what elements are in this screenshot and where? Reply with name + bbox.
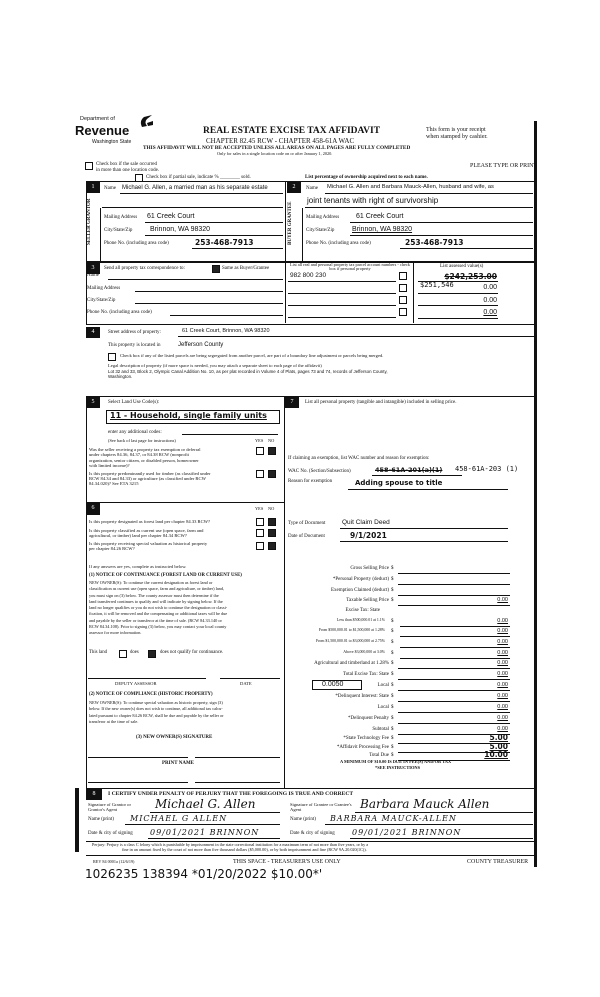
dollar-sign: $ <box>391 629 394 634</box>
logo-state: Washington State <box>92 139 132 145</box>
partial-sale-label: Check box if partial sale, indicate % ________ sold. <box>146 175 251 180</box>
grantor-name[interactable]: MICHAEL G ALLEN <box>130 814 228 823</box>
seller-city-label: City/State/Zip <box>104 228 133 233</box>
current-use-question: Is this property classified as current use (open space, farm and agricultural, or timber) land per chapter 84.34 RCW? <box>89 528 204 538</box>
corr-name-label: Name <box>87 273 99 278</box>
minimum-note: A MINIMUM OF $10.00 IS DUE IN FEE(S) AND/OR TAX <box>340 759 452 764</box>
tax-row-value[interactable]: 0.00 <box>497 597 508 603</box>
tax-row-label: Taxable Selling Price <box>346 598 389 603</box>
document-date[interactable]: 9/1/2021 <box>350 531 387 540</box>
yes-header-6: YES <box>255 506 264 511</box>
dollar-sign: $ <box>391 588 394 593</box>
grantor-name-label: Name (print) <box>88 817 114 822</box>
assessed-value-3[interactable]: 0.00 <box>483 297 497 304</box>
seller-name-label: Name <box>104 186 116 191</box>
grantor-date-label: Date & city of signing <box>88 831 133 836</box>
notice2-title: (2) NOTICE OF COMPLIANCE (HISTORIC PROPERTY) <box>89 692 213 697</box>
revenue-logo-icon <box>138 113 154 129</box>
value-line <box>400 636 510 637</box>
does-label: does <box>130 650 139 655</box>
grantee-date-label: Date & city of signing <box>290 831 335 836</box>
tax-row-value[interactable]: 0.00 <box>497 726 508 732</box>
multi-location-label: Check box if the sale occurred <box>96 162 157 167</box>
dollar-sign: $ <box>391 705 394 710</box>
seller-city[interactable]: Brinnon, WA 98320 <box>150 226 211 233</box>
value-line <box>398 690 510 691</box>
doc-type-label: Type of Document <box>288 521 326 526</box>
dollar-sign: $ <box>391 661 394 666</box>
seller-exemption-question: Was the seller receiving a property tax exemption or deferral under chapters 84.36, 84.37, or 84.38 RCW (nonprofit organization, senior citizen, or disabled person, homeowner with limited income)? <box>89 447 201 468</box>
street-label: Street address of property: <box>108 330 161 335</box>
buyer-side-label: BUYER GRANTEE <box>288 201 293 245</box>
reason-label: Reason for exemption <box>288 479 333 484</box>
tax-row-value[interactable]: 0.00 <box>497 715 508 721</box>
grantee-signature-label: Signature of Grantee or Grantee's Agent <box>290 802 352 812</box>
assessed-value-handwritten[interactable]: $251,546 <box>420 281 454 289</box>
tax-row-value[interactable]: 0.00 <box>497 618 508 624</box>
current-use-no[interactable] <box>268 529 276 537</box>
tax-row-label: Above $3,000,000 at 3.0% <box>343 650 385 654</box>
perjury-note-2: fine in an amount fixed by the court of not more than five thousand dollars ($5,000.00), or by both imprisonment and fine (RCW 9A.20.020(1C)). <box>122 847 367 852</box>
tax-row-label: Local <box>377 683 389 688</box>
form-only-for: Only for sales in a single location code on or after January 1, 2020. <box>217 151 333 156</box>
tax-row-value[interactable]: 0.00 <box>497 682 508 688</box>
value-line <box>398 723 510 724</box>
forest-question: Is this property designated as forest land per chapter 84.33 RCW? <box>89 519 211 524</box>
notice2-text: NEW OWNER(S): To continue special valuation as historic property, sign (3) below. If the new owner(s) does not wish to continue, all additional tax calcu- lated pursuant to chapter 84.26 RCW, shall be due and payable by the seller or transferor at the time of sale. <box>89 700 224 724</box>
dollar-sign: $ <box>391 727 394 732</box>
same-as-buyer-label: Same as Buyer/Grantee <box>222 266 270 271</box>
left-border <box>75 788 79 852</box>
grantee-name[interactable]: BARBARA MAUCK-ALLEN <box>330 814 457 823</box>
buyer-city-label: City/State/Zip <box>306 228 335 233</box>
tax-row-label: Exemption Claimed (deduct) <box>330 588 389 593</box>
corr-city-label: City/State/Zip <box>87 298 116 303</box>
dollar-sign: $ <box>391 683 394 688</box>
form-revision: REV 84 0001a (12/6/19) <box>93 859 135 864</box>
exemption-reason[interactable]: Adding spouse to title <box>355 479 443 487</box>
tax-row-value[interactable]: 10.00 <box>484 750 508 759</box>
value-line <box>398 584 510 585</box>
tax-row-label: Local <box>377 705 389 710</box>
grantor-signature-label: Signature of Grantor or Grantor's Agent <box>88 802 131 812</box>
tax-row-value[interactable]: 0.00 <box>497 650 508 656</box>
tax-row-label: Total Due <box>369 753 389 758</box>
value-line <box>400 658 510 659</box>
logo-revenue: Revenue <box>75 123 130 138</box>
dollar-sign: $ <box>391 577 394 582</box>
assessed-value-4[interactable]: 0.00 <box>483 309 497 316</box>
grantee-signature[interactable]: Barbara Mauck Allen <box>360 797 490 811</box>
buyer-name-2[interactable]: joint tenants with right of survivorship <box>307 196 439 205</box>
multi-location-checkbox[interactable] <box>85 162 93 170</box>
section-2-number: 2 <box>287 182 301 193</box>
section-3-number: 3 <box>86 263 100 274</box>
personal-property-checkbox-4[interactable] <box>399 308 407 316</box>
tax-row-value[interactable]: 0.00 <box>497 693 508 699</box>
personal-property-checkbox-2[interactable] <box>399 284 407 292</box>
historical-yes[interactable] <box>256 542 264 550</box>
tax-row-label: *State Technology Fee <box>343 736 389 741</box>
if-yes-note: If any answers are yes, complete as instructed below. <box>89 564 187 569</box>
logo-dept: Department of <box>80 116 115 122</box>
no-header: NO <box>268 438 275 443</box>
buyer-mailing[interactable]: 61 Creek Court <box>356 213 404 220</box>
tax-row-label: From $500,000.01 to $1,500,000 at 1.28% <box>318 628 385 632</box>
parcel-header: List all real and personal property tax parcel account numbers - check box if personal property <box>290 262 410 272</box>
please-type: PLEASE TYPE OR PRINT <box>470 163 538 169</box>
value-line <box>398 712 510 713</box>
timber-yes[interactable] <box>256 470 264 478</box>
tax-row-label: From $1,500,000.01 to $3,000,000 at 2.75% <box>315 639 385 643</box>
certify-statement: I CERTIFY UNDER PENALTY OF PERJURY THAT THE FOREGOING IS TRUE AND CORRECT <box>108 791 354 797</box>
yes-header: YES <box>255 438 264 443</box>
assessed-value-1[interactable]: $242,253.00 <box>444 272 497 281</box>
local-rate: 0.0050 <box>322 681 344 688</box>
seller-phone-label: Phone No. (including area code) <box>104 241 169 246</box>
section-1-number: 1 <box>86 182 100 193</box>
section-5-number: 5 <box>86 397 100 408</box>
tax-row-label: Gross Selling Price <box>350 566 389 571</box>
value-line <box>398 573 510 574</box>
buyer-city[interactable]: Brinnon, WA 98320 <box>352 226 413 233</box>
assessed-value-2[interactable]: 0.00 <box>483 284 497 291</box>
tax-row-value[interactable]: 0.00 <box>497 704 508 710</box>
current-use-yes[interactable] <box>256 529 264 537</box>
timber-question: Is this property predominantly used for timber (as classified under RCW 84.34 and 84.33) or agriculture (as classified under RCW 84.34.020)? See ETA 3215 <box>89 471 211 486</box>
does-not-label: does not qualify for continuance. <box>160 650 224 655</box>
new-owner-signature-label: (3) NEW OWNER(S) SIGNATURE <box>136 735 213 740</box>
legal-description[interactable]: Lot 32 and 33, Block 2, Olympic Canal Addition No. 10, as per plat recorded in Volume 4 of Plats, pages 73 and 74, records of Jefferson County, <box>108 369 388 374</box>
segregated-label: Check box if any of the listed parcels are being segregated from another parcel, are part of a boundary line adjustment or parcels being merged. <box>120 353 384 358</box>
no-header-6: NO <box>268 506 275 511</box>
receipt-note: This form is your receipt <box>426 127 486 133</box>
grantee-name-label: Name (print) <box>290 817 316 822</box>
forest-yes[interactable] <box>256 518 264 526</box>
assessed-value-header: List assessed value(s) <box>440 264 484 269</box>
wac-struck[interactable]: 458-61A-201(a)(1) <box>375 466 443 474</box>
personal-property-checkbox-1[interactable] <box>399 272 407 280</box>
this-land-label: This land <box>89 650 107 655</box>
deputy-date-label: DATE <box>240 681 252 686</box>
historical-no[interactable] <box>268 542 276 550</box>
tax-row-label: Subtotal <box>372 727 389 732</box>
dollar-sign: $ <box>391 716 394 721</box>
notice1-title: (1) NOTICE OF CONTINUANCE (FOREST LAND OR CURRENT USE) <box>89 573 242 578</box>
tax-row-label: *Affidavit Processing Fee <box>336 745 389 750</box>
forest-no[interactable] <box>268 518 276 526</box>
buyer-mailing-label: Mailing Address <box>306 215 340 220</box>
value-line <box>400 647 510 648</box>
tax-row-label: Agricultural and timberland at 1.28% <box>314 661 389 666</box>
timber-no[interactable] <box>268 470 276 478</box>
cashier-stamp: 1026235 138394 *01/20/2022 $10.00*' <box>85 867 323 881</box>
land-use-code[interactable]: 11 - Household, single family units <box>110 411 267 420</box>
value-line <box>398 679 510 680</box>
dollar-sign: $ <box>391 651 394 656</box>
dollar-sign: $ <box>391 619 394 624</box>
section-6-number: 6 <box>86 503 100 515</box>
tax-row-value[interactable]: 5.00 <box>489 733 508 742</box>
section-7-number: 7 <box>285 397 299 408</box>
value-line <box>398 668 510 669</box>
tax-row-value[interactable]: 0.00 <box>497 671 508 677</box>
form-chapter: CHAPTER 82.45 RCW - CHAPTER 458-61A WAC <box>206 137 355 145</box>
seller-phone[interactable]: 253-468-7913 <box>195 238 254 247</box>
wac-number[interactable]: 458-61A-203 (1) <box>455 465 519 473</box>
value-line <box>398 701 510 702</box>
tax-row-label: *Delinquent Penalty <box>348 716 389 721</box>
does-not-qualify-checkbox[interactable] <box>148 650 156 658</box>
segregated-checkbox[interactable] <box>108 353 116 361</box>
deputy-assessor-label: DEPUTY ASSESSOR <box>115 681 157 686</box>
value-line <box>400 626 510 627</box>
see-back-label: (See back of last page for instructions) <box>108 438 176 443</box>
grantor-signature[interactable]: Michael G. Allen <box>155 797 256 811</box>
dollar-sign: $ <box>391 745 394 750</box>
dollar-sign: $ <box>391 640 394 645</box>
seller-name[interactable]: Michael G. Allen, a married man as his separate estate <box>122 185 268 191</box>
dollar-sign: $ <box>391 598 394 603</box>
perjury-note: Perjury: Perjury is a class C felony which is punishable by imprisonment in the state correctional institution for a maximum term of not more than five years, or by a <box>92 842 369 847</box>
tax-row-value[interactable]: 0.00 <box>497 660 508 666</box>
exemption-note: If claiming an exemption, list WAC number and reason for exemption: <box>288 456 430 461</box>
section-4-number: 4 <box>86 327 100 338</box>
value-line <box>398 605 510 606</box>
grantee-date-city[interactable]: 09/01/2021 BRINNON <box>352 828 462 837</box>
property-street[interactable]: 61 Creek Court, Brinnon, WA 98320 <box>182 328 270 334</box>
buyer-name-label: Name <box>306 186 318 191</box>
tax-row-value[interactable]: 0.00 <box>497 628 508 634</box>
tax-row-label: Less than $500,000.01 at 1.1% <box>336 618 385 622</box>
see-instructions: *SEE INSTRUCTIONS <box>375 765 421 770</box>
legal-label: Legal description of property (if more space is needed, you may attach a separate sheet to each page of the affidavit) <box>108 363 322 368</box>
personal-property-label: List all personal property (tangible and intangible) included in selling price. <box>305 400 457 405</box>
treasurer-use: THIS SPACE - TREASURER'S USE ONLY <box>233 859 341 865</box>
seller-mailing-label: Mailing Address <box>104 215 138 220</box>
dollar-sign: $ <box>391 566 394 571</box>
tax-row-label: *Personal Property (deduct) <box>332 577 389 582</box>
corr-phone-label: Phone No. (including area code) <box>87 310 152 315</box>
tax-row-value[interactable]: 5.00 <box>489 742 508 751</box>
seller-side-label: SELLER GRANTOR <box>87 198 92 245</box>
seller-mailing[interactable]: 61 Creek Court <box>147 213 195 220</box>
additional-codes-label: enter any additional codes: <box>108 430 162 435</box>
land-use-label: Select Land Use Code(s): <box>108 400 160 405</box>
buyer-phone[interactable]: 253-468-7913 <box>405 238 464 247</box>
dollar-sign: $ <box>391 672 394 677</box>
multi-location-label-2: in more than one location code. <box>96 168 160 173</box>
personal-property-checkbox-3[interactable] <box>399 296 407 304</box>
dollar-sign: $ <box>391 694 394 699</box>
tax-row-label: Excise Tax: State <box>345 608 380 613</box>
corr-mailing-label: Mailing Address <box>87 286 121 291</box>
send-correspondence-label: Send all property tax correspondence to: <box>104 266 185 271</box>
wac-label: WAC No. (Section/Subsection) <box>288 469 351 474</box>
buyer-name[interactable]: Michael G. Allen and Barbara Mauck-Allen, husband and wife, as <box>327 184 494 190</box>
tax-row-value[interactable]: 0.00 <box>497 639 508 645</box>
form-warning: THIS AFFIDAVIT WILL NOT BE ACCEPTED UNLESS ALL AREAS ON ALL PAGES ARE FULLY COMPLETED <box>143 145 411 151</box>
section-8-number: 8 <box>86 789 102 800</box>
document-type[interactable]: Quit Claim Deed <box>342 519 390 526</box>
receipt-note-2: when stamped by cashier. <box>426 134 488 140</box>
parcel-number-1[interactable]: 982 800 230 <box>290 272 327 279</box>
notice1-text: NEW OWNER(S): To continue the current designation as forest land or classification as current use (open space, farm and agriculture, or timber) land, you must sign on (3) below. The county assessor must then determine if the land transferred continues to qualify and will indicate by signing below. If the land no longer qualifies or you do not wish to continue the designation or classi- fication, it will be removed and the compensating or additional taxes will be due and payable by the seller or transferor at the time of sale. (RCW 84.33.140 or RCW 84.34.108). Prior to signing (3) below, you may contact your local county assessor for more information. <box>89 580 228 636</box>
seller-exemption-no[interactable] <box>268 447 276 455</box>
does-qualify-checkbox[interactable] <box>119 650 127 658</box>
county-label: This property is located in <box>108 343 161 348</box>
ownership-note: List percentage of ownership acquired next to each name. <box>305 175 428 180</box>
tax-row-label: *Delinquent Interest: State <box>335 694 389 699</box>
tax-row-label: Total Excise Tax: State <box>342 672 389 677</box>
seller-exemption-yes[interactable] <box>256 447 264 455</box>
dollar-sign: $ <box>391 736 394 741</box>
legal-description-2[interactable]: Washington. <box>108 374 133 379</box>
print-name-label: PRINT NAME <box>162 761 194 766</box>
doc-date-label: Date of Document <box>288 534 325 539</box>
value-line <box>398 595 510 596</box>
form-title: REAL ESTATE EXCISE TAX AFFIDAVIT <box>203 126 381 136</box>
property-county[interactable]: Jefferson County <box>178 342 224 348</box>
same-as-buyer-checkbox[interactable] <box>212 265 220 273</box>
dollar-sign: $ <box>391 753 394 758</box>
grantor-date-city[interactable]: 09/01/2021 BRINNON <box>150 828 260 837</box>
buyer-phone-label: Phone No. (including area code) <box>306 241 371 246</box>
historical-question: Is this property receiving special valuation as historical property per chapter 84.26 RCW? <box>89 541 208 551</box>
county-treasurer: COUNTY TREASURER <box>467 859 529 865</box>
